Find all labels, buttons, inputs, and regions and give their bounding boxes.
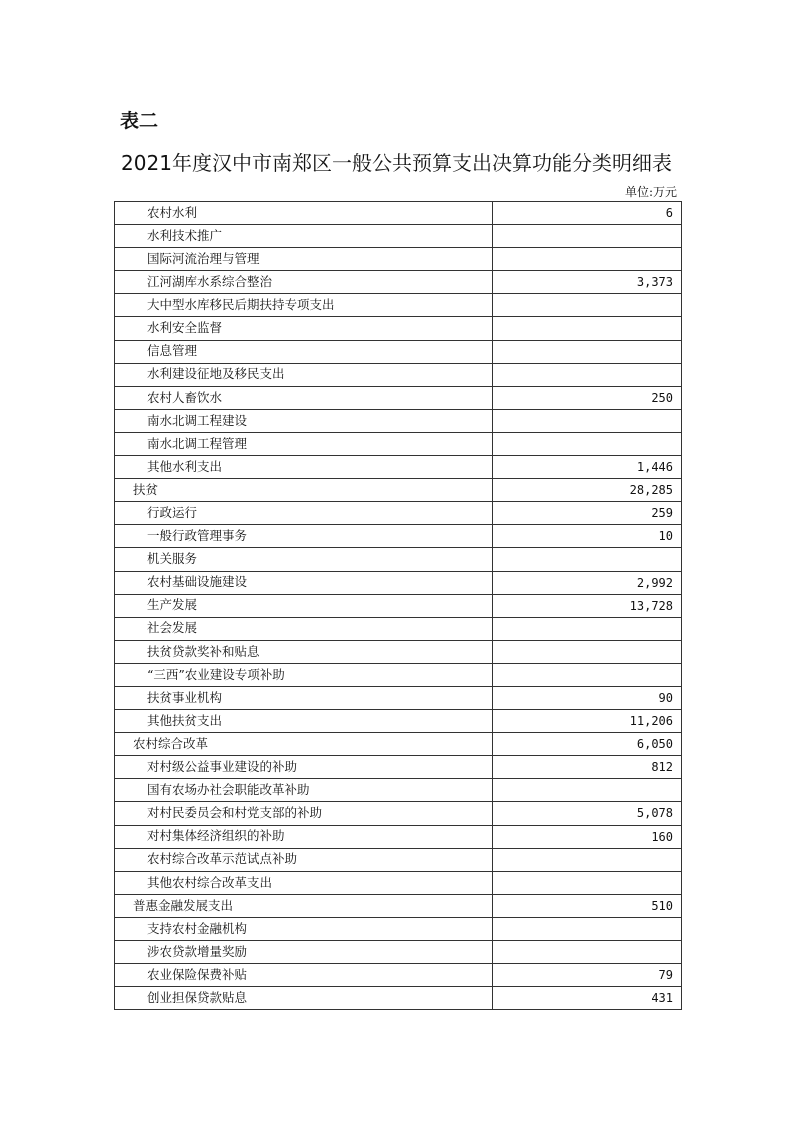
table-row [115,617,682,640]
amount-cell: 13,728 [493,594,682,617]
item-name-cell: 对村级公益事业建设的补助 [115,756,493,779]
table-row [115,779,682,802]
item-name-cell: 创业担保贷款贴息 [115,987,493,1010]
table-row [115,363,682,386]
item-name-cell: 农村综合改革 [115,733,493,756]
table-row [115,479,682,502]
item-name-cell: 普惠金融发展支出 [115,894,493,917]
amount-cell [493,640,682,663]
item-name-cell: 农村综合改革示范试点补助 [115,848,493,871]
item-name-cell: “三西”农业建设专项补助 [115,663,493,686]
amount-cell [493,340,682,363]
amount-cell [493,848,682,871]
table-row [115,964,682,987]
amount-cell [493,617,682,640]
item-name-cell: 水利安全监督 [115,317,493,340]
unit-label: 单位:万元 [624,185,677,199]
item-name-cell: 水利技术推广 [115,225,493,248]
amount-cell: 6 [493,202,682,225]
item-name-cell: 大中型水库移民后期扶持专项支出 [115,294,493,317]
item-name-cell: 南水北调工程建设 [115,409,493,432]
amount-cell: 259 [493,502,682,525]
table-row [115,571,682,594]
amount-cell: 3,373 [493,271,682,294]
table-row [115,317,682,340]
table-row [115,756,682,779]
amount-cell: 160 [493,825,682,848]
amount-cell: 5,078 [493,802,682,825]
amount-cell [493,225,682,248]
table-row [115,456,682,479]
table-row [115,686,682,709]
item-name-cell: 扶贫 [115,479,493,502]
amount-cell: 79 [493,964,682,987]
item-name-cell: 信息管理 [115,340,493,363]
table-label: 表二 [120,110,159,132]
table-row [115,917,682,940]
item-name-cell: 支持农村金融机构 [115,917,493,940]
amount-cell: 431 [493,987,682,1010]
amount-cell [493,941,682,964]
item-name-cell: 国有农场办社会职能改革补助 [115,779,493,802]
amount-cell [493,917,682,940]
table-row [115,802,682,825]
amount-cell: 28,285 [493,479,682,502]
table-row [115,594,682,617]
table-row [115,663,682,686]
table-row [115,225,682,248]
amount-cell [493,363,682,386]
amount-cell: 250 [493,386,682,409]
item-name-cell: 水利建设征地及移民支出 [115,363,493,386]
item-name-cell: 江河湖库水系综合整治 [115,271,493,294]
item-name-cell: 农村基础设施建设 [115,571,493,594]
amount-cell [493,663,682,686]
amount-cell [493,409,682,432]
amount-cell: 10 [493,525,682,548]
item-name-cell: 扶贫贷款奖补和贴息 [115,640,493,663]
table-row [115,502,682,525]
amount-cell: 6,050 [493,733,682,756]
table-row [115,710,682,733]
item-name-cell: 生产发展 [115,594,493,617]
table-row [115,294,682,317]
table-row [115,640,682,663]
amount-cell [493,432,682,455]
table-row [115,248,682,271]
table-row [115,871,682,894]
amount-cell [493,248,682,271]
table-row [115,271,682,294]
amount-cell: 510 [493,894,682,917]
item-name-cell: 涉农贷款增量奖励 [115,941,493,964]
item-name-cell: 行政运行 [115,502,493,525]
amount-cell: 812 [493,756,682,779]
item-name-cell: 国际河流治理与管理 [115,248,493,271]
item-name-cell: 农村人畜饮水 [115,386,493,409]
page-title: 2021年度汉中市南郑区一般公共预算支出决算功能分类明细表 [121,151,672,175]
table-row [115,941,682,964]
budget-table-body [115,202,682,1010]
item-name-cell: 其他农村综合改革支出 [115,871,493,894]
amount-cell: 2,992 [493,571,682,594]
amount-cell [493,779,682,802]
amount-cell: 11,206 [493,710,682,733]
item-name-cell: 其他扶贫支出 [115,710,493,733]
amount-cell [493,294,682,317]
item-name-cell: 社会发展 [115,617,493,640]
item-name-cell: 机关服务 [115,548,493,571]
amount-cell: 1,446 [493,456,682,479]
table-row [115,894,682,917]
item-name-cell: 农业保险保费补贴 [115,964,493,987]
table-row [115,825,682,848]
item-name-cell: 对村民委员会和村党支部的补助 [115,802,493,825]
item-name-cell: 其他水利支出 [115,456,493,479]
amount-cell [493,871,682,894]
item-name-cell: 对村集体经济组织的补助 [115,825,493,848]
table-row [115,525,682,548]
table-row [115,848,682,871]
table-row [115,987,682,1010]
budget-table [114,201,682,1010]
table-row [115,548,682,571]
table-row [115,432,682,455]
table-row [115,340,682,363]
item-name-cell: 一般行政管理事务 [115,525,493,548]
table-row [115,409,682,432]
table-row [115,733,682,756]
amount-cell [493,548,682,571]
amount-cell [493,317,682,340]
item-name-cell: 农村水利 [115,202,493,225]
table-row [115,202,682,225]
table-row [115,386,682,409]
amount-cell: 90 [493,686,682,709]
item-name-cell: 扶贫事业机构 [115,686,493,709]
item-name-cell: 南水北调工程管理 [115,432,493,455]
